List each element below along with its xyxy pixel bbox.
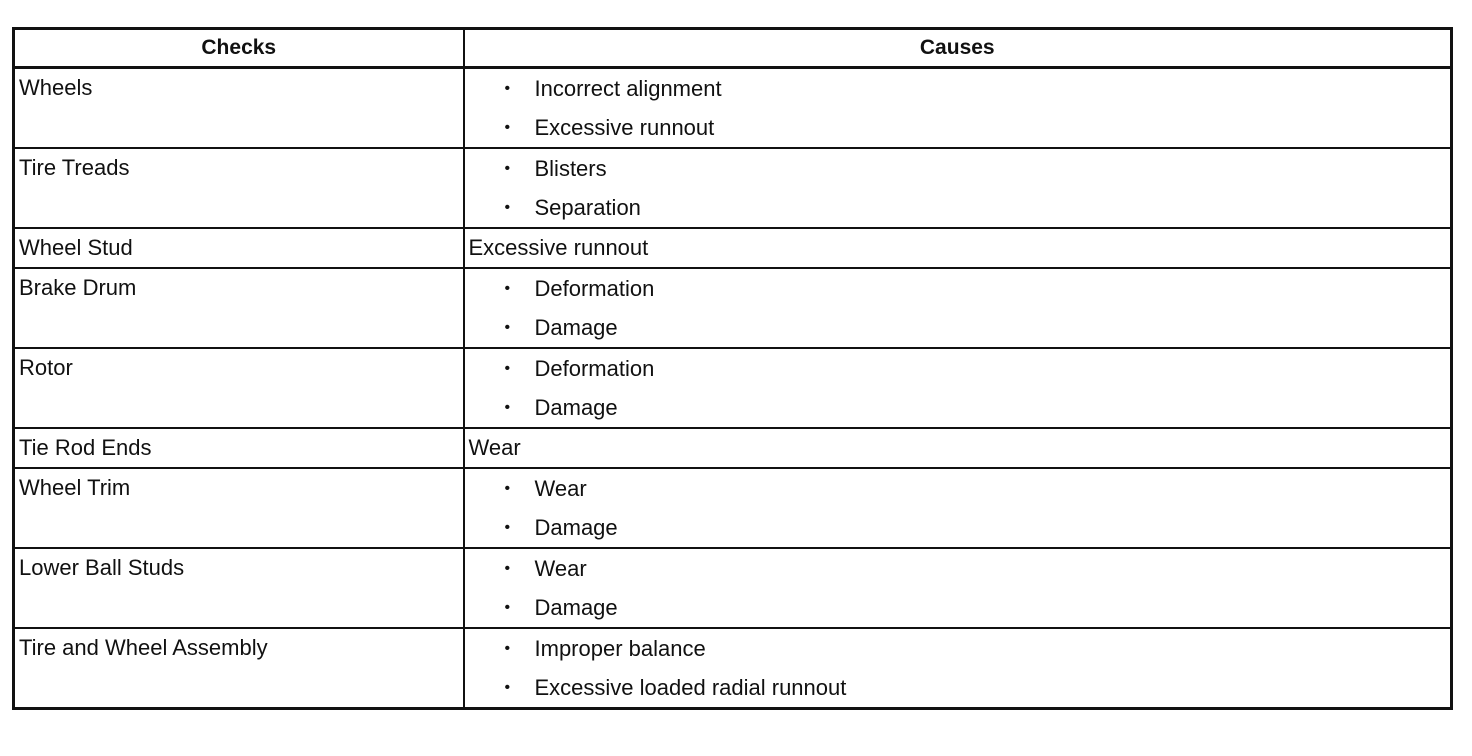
diagnosis-table-container xyxy=(12,27,1450,710)
cause-item xyxy=(505,508,1451,547)
causes-cell xyxy=(464,268,1452,348)
bullet-icon: • xyxy=(504,199,511,216)
causes-cell xyxy=(464,628,1452,709)
bullet-icon: • xyxy=(504,679,511,696)
cause-text: Excessive runnout xyxy=(534,115,715,140)
cause-text: Deformation xyxy=(534,276,655,301)
causes-cell: Excessive runnout xyxy=(464,228,1452,268)
table-row xyxy=(14,148,1452,228)
table-row xyxy=(14,628,1452,709)
bullet-icon: • xyxy=(504,280,511,297)
check-cell: Wheel Trim xyxy=(14,468,464,548)
check-cell: Tire Treads xyxy=(14,148,464,228)
table-row xyxy=(14,348,1452,428)
causes-cell: Wear xyxy=(464,428,1452,468)
table-row xyxy=(14,428,1452,468)
table-row xyxy=(14,228,1452,268)
table-header-row xyxy=(14,29,1452,68)
causes-cell xyxy=(464,548,1452,628)
check-cell: Wheels xyxy=(14,68,464,149)
cause-item xyxy=(505,388,1451,427)
cause-item xyxy=(505,469,1451,508)
causes-cell xyxy=(464,148,1452,228)
cause-text: Damage xyxy=(534,515,618,540)
causes-cell xyxy=(464,68,1452,149)
cause-item xyxy=(505,349,1451,388)
cause-text: Damage xyxy=(534,395,618,420)
causes-cell xyxy=(464,468,1452,548)
cause-item xyxy=(505,188,1451,227)
bullet-icon: • xyxy=(504,599,511,616)
check-cell: Tire and Wheel Assembly xyxy=(14,628,464,709)
cause-text: Excessive loaded radial runnout xyxy=(534,675,847,700)
bullet-icon: • xyxy=(504,319,511,336)
bullet-icon: • xyxy=(504,160,511,177)
causes-list xyxy=(465,69,1451,147)
bullet-icon: • xyxy=(504,560,511,577)
check-cell: Brake Drum xyxy=(14,268,464,348)
check-cell: Wheel Stud xyxy=(14,228,464,268)
causes-list xyxy=(465,349,1451,427)
checks-column-header: Checks xyxy=(14,29,464,68)
bullet-icon: • xyxy=(504,80,511,97)
causes-list xyxy=(465,469,1451,547)
cause-text: Damage xyxy=(534,315,618,340)
causes-list xyxy=(465,149,1451,227)
cause-item xyxy=(505,668,1451,707)
causes-cell xyxy=(464,348,1452,428)
bullet-icon: • xyxy=(504,399,511,416)
causes-column-header: Causes xyxy=(464,29,1452,68)
causes-list xyxy=(465,269,1451,347)
table-row xyxy=(14,468,1452,548)
table-row xyxy=(14,548,1452,628)
cause-item xyxy=(505,69,1451,108)
bullet-icon: • xyxy=(504,119,511,136)
cause-item xyxy=(505,149,1451,188)
check-cell: Lower Ball Studs xyxy=(14,548,464,628)
cause-text: Wear xyxy=(534,476,587,501)
checks-causes-table xyxy=(12,27,1453,710)
causes-list xyxy=(465,549,1451,627)
cause-item xyxy=(505,588,1451,627)
cause-item xyxy=(505,308,1451,347)
cause-text: Deformation xyxy=(534,356,655,381)
check-cell: Rotor xyxy=(14,348,464,428)
cause-text: Blisters xyxy=(534,156,607,181)
cause-item xyxy=(505,108,1451,147)
check-cell: Tie Rod Ends xyxy=(14,428,464,468)
cause-text: Separation xyxy=(534,195,641,220)
cause-text: Incorrect alignment xyxy=(534,76,722,101)
cause-text: Damage xyxy=(534,595,618,620)
causes-list xyxy=(465,629,1451,707)
table-row xyxy=(14,268,1452,348)
bullet-icon: • xyxy=(504,480,511,497)
cause-item xyxy=(505,269,1451,308)
bullet-icon: • xyxy=(504,519,511,536)
bullet-icon: • xyxy=(504,640,511,657)
table-row xyxy=(14,68,1452,149)
cause-item xyxy=(505,549,1451,588)
bullet-icon: • xyxy=(504,360,511,377)
cause-text: Wear xyxy=(534,556,587,581)
cause-item xyxy=(505,629,1451,668)
cause-text: Improper balance xyxy=(534,636,706,661)
